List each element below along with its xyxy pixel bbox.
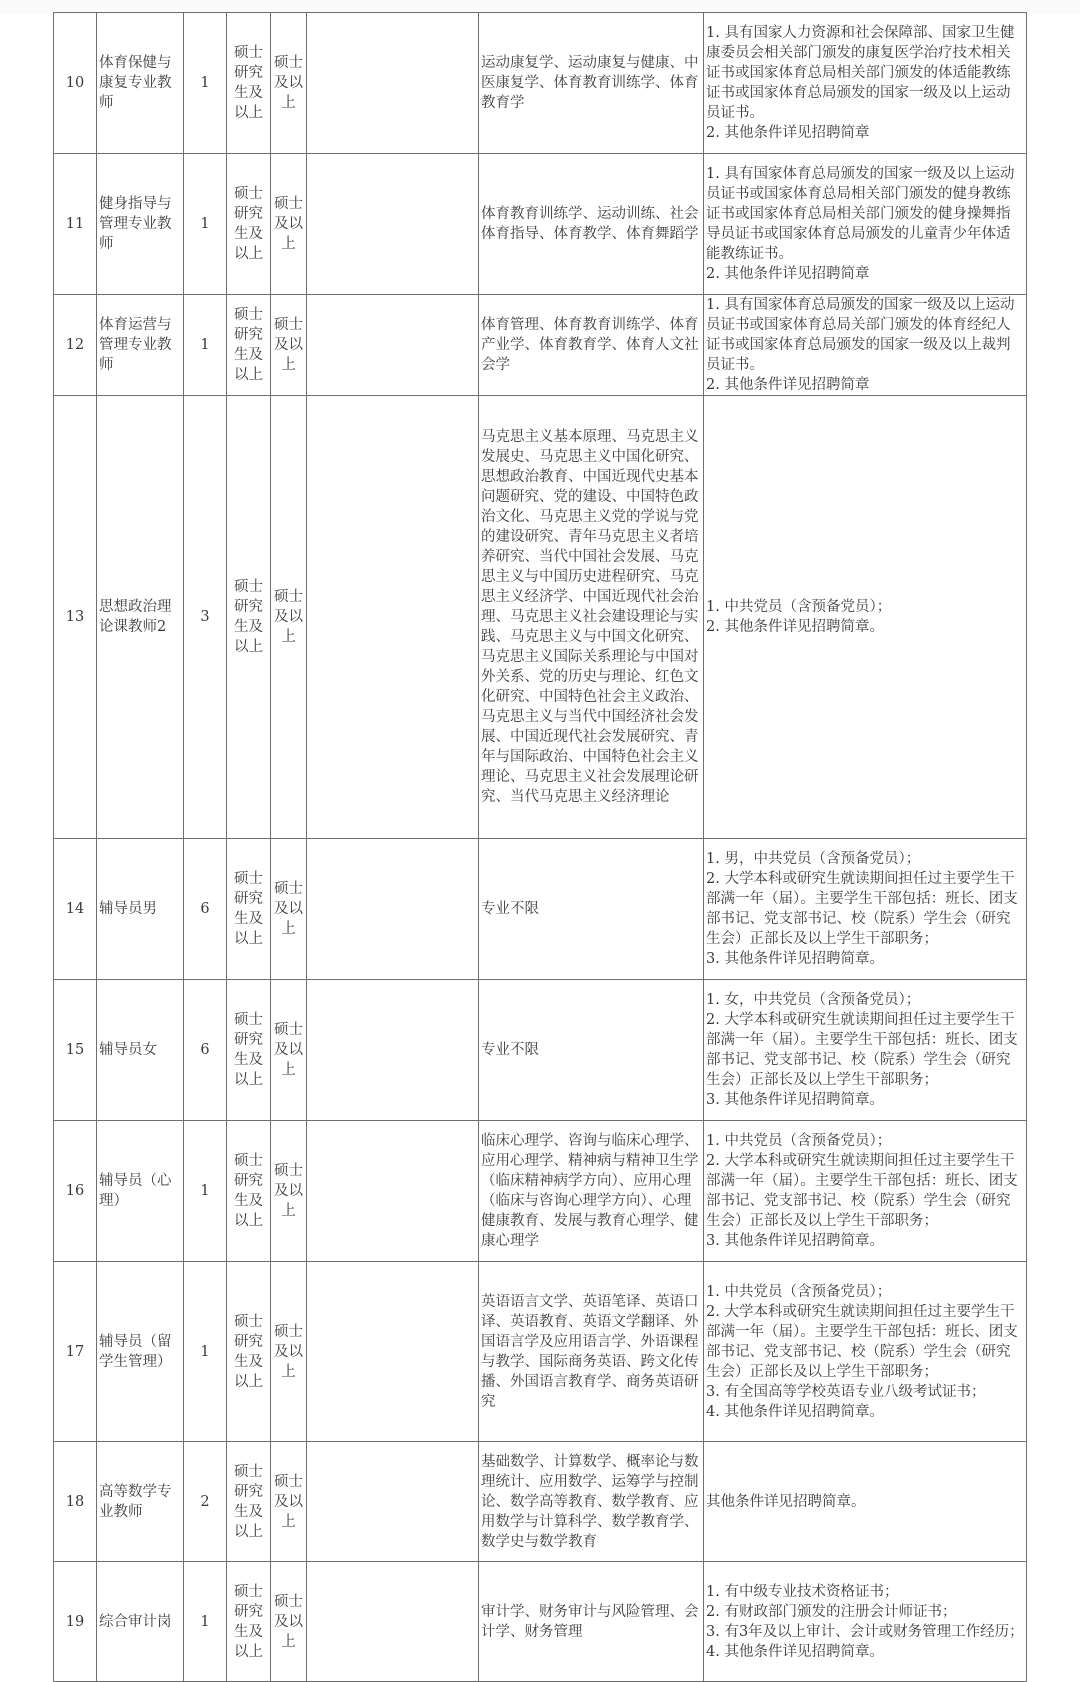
other-conditions	[704, 1262, 1027, 1442]
other-conditions	[704, 980, 1027, 1121]
education-requirement: 硕士研究生及以上	[227, 1121, 271, 1262]
condition-line: 2. 其他条件详见招聘简章。	[706, 619, 884, 635]
row-number: 17	[54, 1262, 97, 1442]
position-name: 体育运营与管理专业教师	[97, 295, 184, 396]
other-conditions	[704, 295, 1027, 396]
position-name: 体育保健与康复专业教师	[97, 13, 184, 154]
condition-line: 1. 具有国家人力资源和社会保障部、国家卫生健康委员会相关部门颁发的康复医学治疗技术相关证书或国家体育总局相关部门颁发的体适能教练证书或国家体育总局颁发的国家一级及以上运动员证书。	[706, 25, 1015, 121]
hire-count: 1	[184, 1262, 227, 1442]
empty-cell	[307, 13, 479, 154]
degree-requirement: 硕士及以上	[271, 154, 307, 295]
education-requirement: 硕士研究生及以上	[227, 1442, 271, 1562]
condition-line: 3. 其他条件详见招聘简章。	[706, 1092, 884, 1108]
condition-line: 1. 女，中共党员（含预备党员）；	[706, 992, 921, 1008]
major-requirement: 马克思主义基本原理、马克思主义发展史、马克思主义中国化研究、思想政治教育、中国近现代史基本问题研究、党的建设、中国特色政治文化、马克思主义党的学说与党的建设研究、青年马克思主义者培养研究、当代中国社会发展、马克思主义与中国历史进程研究、马克思主义经济学、中国近现代社会治理、马克思主义社会建设理论与实践、马克思主义与中国文化研究、马克思主义国际关系理论与中国对外关系、党的历史与理论、红色文化研究、中国特色社会主义政治、马克思主义与当代中国经济社会发展、中国近现代社会发展研究、青年与国际政治、中国特色社会主义理论、马克思主义社会发展理论研究、当代马克思主义经济理论	[479, 396, 704, 839]
education-requirement: 硕士研究生及以上	[227, 1262, 271, 1442]
condition-line: 3. 有3年及以上审计、会计或财务管理工作经历；	[706, 1623, 1024, 1640]
condition-line: 3. 其他条件详见招聘简章。	[706, 1233, 884, 1249]
hire-count: 3	[184, 396, 227, 839]
major-requirement: 审计学、财务审计与风险管理、会计学、财务管理	[479, 1562, 704, 1682]
other-conditions	[704, 1562, 1027, 1682]
row-number: 14	[54, 839, 97, 980]
other-conditions	[704, 839, 1027, 980]
condition-line: 2. 大学本科或研究生就读期间担任过主要学生干部满一年（届）。主要学生干部包括：班长、团支部书记、党支部书记、校（院系）学生会（研究生会）正部长及以上学生干部职务；	[706, 871, 1018, 947]
table-row	[54, 839, 1027, 980]
condition-line: 2. 其他条件详见招聘简章	[706, 266, 870, 282]
condition-line: 2. 其他条件详见招聘简章	[706, 125, 870, 141]
major-requirement: 体育教育训练学、运动训练、社会体育指导、体育教学、体育舞蹈学	[479, 154, 704, 295]
education-requirement: 硕士研究生及以上	[227, 1562, 271, 1682]
major-requirement: 运动康复学、运动康复与健康、中医康复学、体育教育训练学、体育教育学	[479, 13, 704, 154]
row-number: 13	[54, 396, 97, 839]
major-requirement: 专业不限	[479, 980, 704, 1121]
major-requirement: 体育管理、体育教育训练学、体育产业学、体育教育学、体育人文社会学	[479, 295, 704, 396]
row-number: 19	[54, 1562, 97, 1682]
table-row	[54, 980, 1027, 1121]
condition-line: 2. 有财政部门颁发的注册会计师证书；	[706, 1603, 957, 1620]
table-row	[54, 295, 1027, 396]
table-row	[54, 1562, 1027, 1682]
condition-line: 2. 大学本科或研究生就读期间担任过主要学生干部满一年（届）。主要学生干部包括：班长、团支部书记、党支部书记、校（院系）学生会（研究生会）正部长及以上学生干部职务；	[706, 1012, 1018, 1088]
table-row	[54, 154, 1027, 295]
hire-count: 1	[184, 1562, 227, 1682]
major-requirement: 专业不限	[479, 839, 704, 980]
row-number: 15	[54, 980, 97, 1121]
degree-requirement: 硕士及以上	[271, 396, 307, 839]
table-row	[54, 1442, 1027, 1562]
education-requirement: 硕士研究生及以上	[227, 839, 271, 980]
education-requirement: 硕士研究生及以上	[227, 396, 271, 839]
empty-cell	[307, 1121, 479, 1262]
major-requirement: 基础数学、计算数学、概率论与数理统计、应用数学、运筹学与控制论、数学高等教育、数学教育、应用数学与计算科学、数学教育学、数学史与数学教育	[479, 1442, 704, 1562]
empty-cell	[307, 154, 479, 295]
hire-count: 1	[184, 154, 227, 295]
condition-line: 2. 大学本科或研究生就读期间担任过主要学生干部满一年（届）。主要学生干部包括：班长、团支部书记、党支部书记、校（院系）学生会（研究生会）正部长及以上学生干部职务；	[706, 1303, 1018, 1380]
education-requirement: 硕士研究生及以上	[227, 13, 271, 154]
empty-cell	[307, 839, 479, 980]
position-name: 综合审计岗	[97, 1562, 184, 1682]
empty-cell	[307, 980, 479, 1121]
condition-line: 2. 其他条件详见招聘简章	[706, 377, 870, 393]
degree-requirement: 硕士及以上	[271, 839, 307, 980]
position-name: 辅导员男	[97, 839, 184, 980]
position-name: 辅导员女	[97, 980, 184, 1121]
condition-line: 1. 中共党员（含预备党员）；	[706, 599, 892, 615]
education-requirement: 硕士研究生及以上	[227, 980, 271, 1121]
empty-cell	[307, 295, 479, 396]
major-requirement: 临床心理学、咨询与临床心理学、应用心理学、精神病与精神卫生学（临床精神病学方向）、应用心理（临床与咨询心理学方向）、心理健康教育、发展与教育心理学、健康心理学	[479, 1121, 704, 1262]
hire-count: 6	[184, 839, 227, 980]
condition-line: 1. 中共党员（含预备党员）；	[706, 1133, 892, 1149]
condition-line: 1. 中共党员（含预备党员）；	[706, 1283, 892, 1300]
empty-cell	[307, 1442, 479, 1562]
major-requirement: 英语语言文学、英语笔译、英语口译、英语教育、英语文学翻译、外国语言学及应用语言学、外语课程与教学、国际商务英语、跨文化传播、外国语言教育学、商务英语研究	[479, 1262, 704, 1442]
table-row	[54, 1262, 1027, 1442]
other-conditions	[704, 396, 1027, 839]
condition-line: 3. 其他条件详见招聘简章。	[706, 951, 884, 967]
other-conditions	[704, 154, 1027, 295]
degree-requirement: 硕士及以上	[271, 13, 307, 154]
row-number: 10	[54, 13, 97, 154]
row-number: 12	[54, 295, 97, 396]
degree-requirement: 硕士及以上	[271, 1442, 307, 1562]
row-number: 18	[54, 1442, 97, 1562]
table-row	[54, 13, 1027, 154]
condition-line: 1. 男，中共党员（含预备党员）；	[706, 851, 921, 867]
position-name: 辅导员（留学生管理）	[97, 1262, 184, 1442]
row-number: 16	[54, 1121, 97, 1262]
empty-cell	[307, 1262, 479, 1442]
position-name: 健身指导与管理专业教师	[97, 154, 184, 295]
condition-line: 1. 具有国家体育总局颁发的国家一级及以上运动员证书或国家体育总局关部门颁发的体育经纪人证书或国家体育总局颁发的国家一级及以上裁判员证书。	[706, 297, 1015, 373]
degree-requirement: 硕士及以上	[271, 980, 307, 1121]
position-name: 高等数学专业教师	[97, 1442, 184, 1562]
empty-cell	[307, 396, 479, 839]
hire-count: 1	[184, 295, 227, 396]
hire-count: 1	[184, 13, 227, 154]
education-requirement: 硕士研究生及以上	[227, 295, 271, 396]
condition-line: 4. 其他条件详见招聘简章。	[706, 1403, 884, 1420]
degree-requirement: 硕士及以上	[271, 1262, 307, 1442]
condition-line: 1. 具有国家体育总局颁发的国家一级及以上运动员证书或国家体育总局相关部门颁发的健身教练证书或国家体育总局相关部门颁发的健身操舞指导员证书或国家体育总局颁发的儿童青少年体适能教练证书。	[706, 166, 1015, 262]
degree-requirement: 硕士及以上	[271, 1121, 307, 1262]
hire-count: 2	[184, 1442, 227, 1562]
degree-requirement: 硕士及以上	[271, 1562, 307, 1682]
hire-count: 6	[184, 980, 227, 1121]
row-number: 11	[54, 154, 97, 295]
degree-requirement: 硕士及以上	[271, 295, 307, 396]
condition-line: 2. 大学本科或研究生就读期间担任过主要学生干部满一年（届）。主要学生干部包括：班长、团支部书记、党支部书记、校（院系）学生会（研究生会）正部长及以上学生干部职务；	[706, 1153, 1018, 1229]
table-row	[54, 396, 1027, 839]
table-body	[54, 13, 1027, 1682]
condition-line: 1. 有中级专业技术资格证书；	[706, 1583, 899, 1600]
other-conditions	[704, 1121, 1027, 1262]
position-name: 思想政治理论课教师2	[97, 396, 184, 839]
empty-cell	[307, 1562, 479, 1682]
position-name: 辅导员（心理）	[97, 1121, 184, 1262]
education-requirement: 硕士研究生及以上	[227, 154, 271, 295]
condition-line: 3. 有全国高等学校英语专业八级考试证书；	[706, 1383, 986, 1400]
condition-line: 其他条件详见招聘简章。	[706, 1493, 866, 1510]
hire-count: 1	[184, 1121, 227, 1262]
other-conditions	[704, 1442, 1027, 1562]
condition-line: 4. 其他条件详见招聘简章。	[706, 1643, 884, 1660]
recruitment-table	[53, 12, 1027, 1682]
table-row	[54, 1121, 1027, 1262]
other-conditions	[704, 13, 1027, 154]
